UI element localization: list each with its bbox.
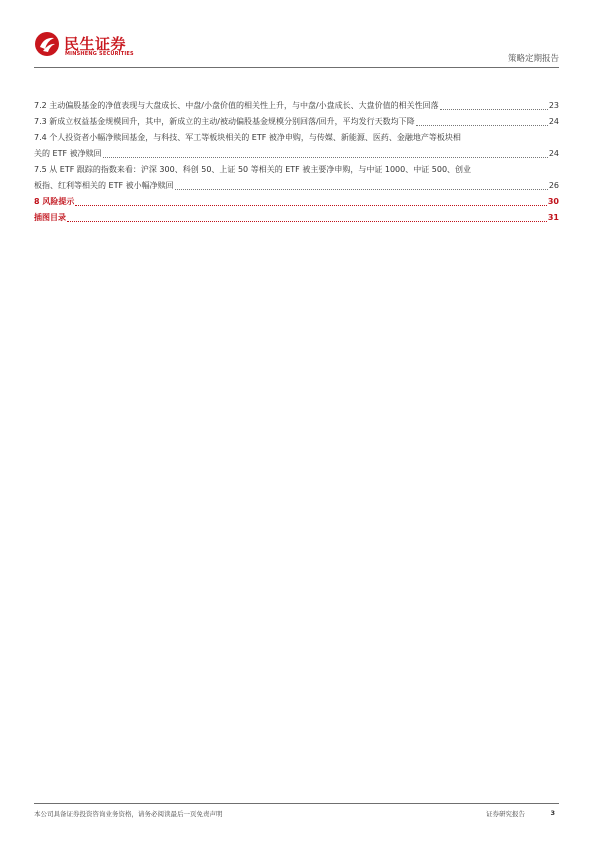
footer-disclaimer: 本公司具备证券投资咨询业务资格，请务必阅读最后一页免责声明 — [34, 810, 223, 818]
minsheng-logo-icon — [34, 31, 60, 57]
footer-divider — [34, 803, 559, 804]
toc-entry-title: 关的 ETF 被净赎回 — [34, 149, 102, 158]
brand-logo — [34, 31, 174, 63]
toc-page-number: 30 — [547, 197, 559, 206]
toc-entry[interactable] — [34, 128, 559, 160]
toc-page-number: 26 — [548, 181, 559, 190]
toc-leader-dots — [67, 218, 547, 222]
page-number: 3 — [550, 809, 555, 817]
toc-entry-line — [34, 208, 559, 224]
toc-entry-title: 7.2 主动偏股基金的净值表现与大盘成长、中盘/小盘价值的相关性上升，与中盘/小盘成长、大盘价值的相关性回落 — [34, 101, 439, 110]
toc-entry-title: 插图目录 — [34, 213, 66, 222]
toc-page-number: 31 — [547, 213, 559, 222]
footer-report-label: 证券研究报告 — [486, 810, 525, 818]
report-type: 策略定期报告 — [507, 54, 559, 64]
toc-page-number: 23 — [548, 101, 559, 110]
toc-leader-dots — [75, 202, 547, 206]
toc-entry-line — [34, 96, 559, 112]
toc-entry-line — [34, 160, 559, 176]
toc-entry-line — [34, 192, 559, 208]
brand-name-en: MINSHENG SECURITIES — [65, 51, 134, 57]
toc-entry[interactable] — [34, 160, 559, 192]
toc-entry-title: 7.5 从 ETF 跟踪的指数来看：沪深 300、科创 50、上证 50 等相关的 ETF 被主要净申购，与中证 1000、中证 500、创业 — [34, 165, 472, 174]
brand-name-cn: 民生证券 — [64, 35, 127, 53]
page-header — [0, 0, 595, 70]
toc-entry-line — [34, 176, 559, 192]
toc-page-number: 24 — [548, 149, 559, 158]
toc-entry-title: 7.4 个人投资者小幅净赎回基金，与科技、军工等板块相关的 ETF 被净申购，与传媒、新能源、医药、金融地产等板块相 — [34, 133, 461, 142]
toc-entry[interactable] — [34, 208, 559, 224]
header-divider — [34, 67, 559, 68]
toc-entry[interactable] — [34, 192, 559, 208]
toc-entry-line — [34, 112, 559, 128]
toc-entry[interactable] — [34, 112, 559, 128]
toc-leader-dots — [175, 186, 548, 190]
toc-entry-title: 7.3 新成立权益基金规模回升，其中，新成立的主动/被动偏股基金规模分别回落/回升，平均发行天数均下降 — [34, 117, 415, 126]
toc-entry-title: 8 风险提示 — [34, 197, 75, 206]
toc-entry-line — [34, 144, 559, 160]
toc-entry[interactable] — [34, 96, 559, 112]
toc-leader-dots — [103, 154, 548, 158]
toc-entry-title: 板指、红利等相关的 ETF 被小幅净赎回 — [34, 181, 174, 190]
toc-leader-dots — [440, 106, 548, 110]
table-of-contents — [34, 96, 559, 224]
toc-page-number: 24 — [548, 117, 559, 126]
toc-entry-line — [34, 128, 559, 144]
toc-leader-dots — [416, 122, 548, 126]
